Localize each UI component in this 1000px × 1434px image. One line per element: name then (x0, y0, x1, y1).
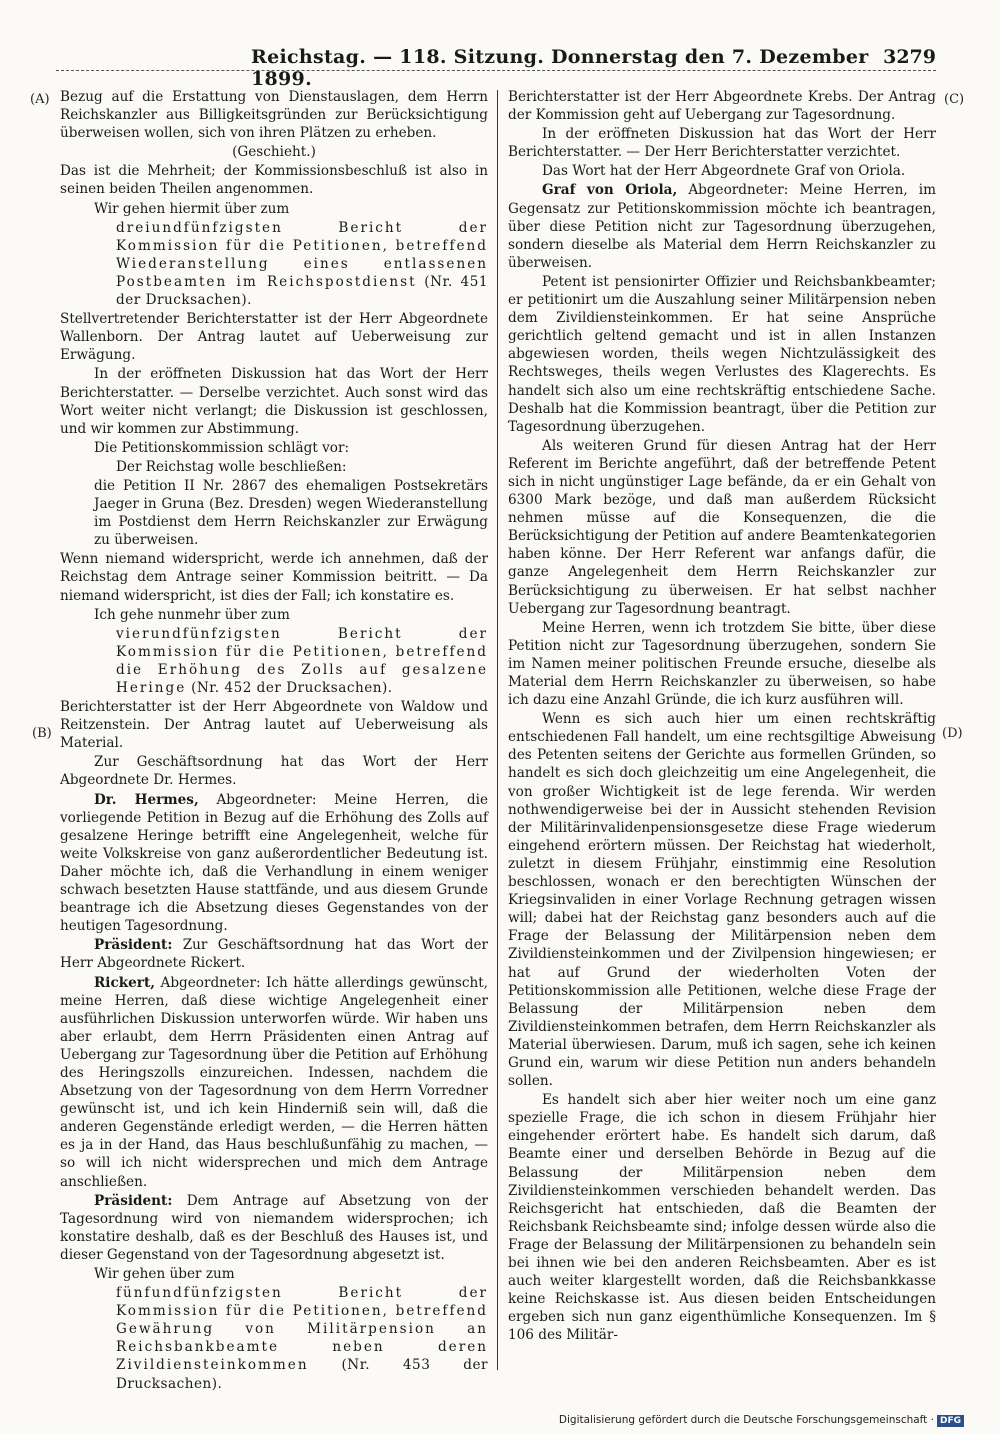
column-divider (497, 90, 498, 1370)
paragraph: die Petition II Nr. 2867 des ehemaligen Postsekretärs Jaeger in Gruna (Bez. Dresden) wegen Wiederanstellung im Postdienst dem Herrn Reichskanzler zur Erwägung zu überweisen. (94, 477, 488, 549)
paragraph: Als weiteren Grund für diesen Antrag hat der Herr Referent im Berichte angeführt, daß der betreffende Petent sich in nicht ungünstiger Lage befände, da er ein Gehalt von 6300 Mark bezöge, und daß man außerdem Rücksicht nehmen müsse auf die Konsequenzen, die die Berücksichtigung der Petition auf andere Beamtenkategorien haben könne. Der Herr Referent war anfangs dafür, die ganze Angelegenheit dem Herrn Reichskanzler zur Berücksichtigung zu überweisen. Er hat selbst nachher Uebergang zur Tagesordnung beantragt. (508, 437, 936, 617)
speech-text: Dem Antrage auf Absetzung von der Tagesordnung wird von niemandem widersprochen; ich konstatire deshalb, daß es der Beschluß des Hauses ist, und dieser Gegenstand von der Tagesordnung abgesetzt ist. (60, 1192, 488, 1263)
paragraph: In der eröffneten Diskussion hat das Wort der Herr Berichterstatter. — Der Herr Berichterstatter verzichtet. (508, 126, 936, 161)
paragraph: (Geschieht.) (232, 144, 316, 161)
speaker-name: Dr. Hermes, (94, 791, 199, 808)
speaker-name: Präsident: (94, 1192, 173, 1209)
margin-mark-d: (D) (942, 726, 963, 741)
margin-mark-b: (B) (32, 726, 52, 741)
margin-mark-c: (C) (944, 92, 965, 107)
speech (60, 936, 488, 972)
agenda-ref: (Nr. 451 der Drucksachen). (116, 273, 488, 309)
running-title: Reichstag. — 118. Sitzung. Donnerstag den 7. Dezember 1899. (251, 46, 869, 90)
speech (60, 791, 488, 936)
speaker-name: Rickert, (94, 974, 155, 991)
paragraph: Wir gehen hiermit über zum (94, 200, 290, 217)
paragraph: Das Wort hat der Herr Abgeordnete Graf von Oriola. (542, 163, 906, 180)
speech (508, 181, 936, 271)
paragraph: Meine Herren, wenn ich trotzdem Sie bitte, über diese Petition nicht zur Tagesordnung überzugehen, sondern Sie im Namen meiner politischen Freunde ersuche, dieselbe als Material dem Herrn Reichskanzler zu überweisen, so habe ich dazu eine Anzahl Gründe, die ich kurz ausführen will. (508, 619, 936, 709)
paragraph: Petent ist pensionirter Offizier und Reichsbankbeamter; er petitionirt um die Auszahlung seiner Militärpension neben dem Zivildiensteinkommen. Er hat seine Ansprüche gerichtlich geltend gemacht und ist in allen Instanzen abgewiesen worden, theils wegen Nichtzulässigkeit des Rechtsweges, theils wegen Verlustes des Klagerechts. Es handelt sich also um eine rechtskräftig entschiedene Sache. Deshalb hat die Kommission beantragt, über die Petition zur Tagesordnung überzugehen. (508, 273, 936, 435)
speech-text: Abgeordneter: Ich hätte allerdings gewünscht, meine Herren, daß diese wichtige Angelegenheit einer ausführlichen Diskussion unterworfen würde. Wir haben uns aber erlaubt, dem Herrn Präsidenten einen Antrag auf Uebergang zur Tagesordnung über die Petition auf Erhöhung des Heringszolls einzureichen. Indessen, nachdem die Absetzung von der Tagesordnung von dem Herrn Vorredner gewünscht ist, und ich kein Hinderniß sein will, daß die anderen Gegenstände erledigt werden, — die Herren hätten es ja in der Hand, das Haus beschlußunfähig zu machen, — so will ich nicht widersprechen und mich dem Antrage anschließen. (60, 974, 488, 1190)
page-number: 3279 (883, 46, 936, 68)
header-rule (56, 70, 936, 71)
speech (60, 1192, 488, 1264)
speech-text: Abgeordneter: Meine Herren, im Gegensatz zur Petitionskommission möchte ich beantragen, über diese Petition nicht zur Tagesordnung überzugehen, sondern dieselbe als Material dem Herrn Reichskanzler zu überweisen. (508, 182, 937, 271)
paragraph: Wenn niemand widerspricht, werde ich annehmen, daß der Reichstag dem Antrage seiner Kommission beitritt. — Da niemand widerspricht, ist dies der Fall; ich konstatire es. (60, 551, 488, 604)
agenda-ref: (Nr. 453 der Drucksachen). (116, 1357, 488, 1392)
paragraph: Die Petitionskommission schlägt vor: (94, 439, 350, 456)
speaker-name: Graf von Oriola, (542, 182, 678, 199)
dfg-logo: DFG (937, 1415, 964, 1427)
paragraph: Ich gehe nunmehr über zum (94, 606, 290, 623)
paragraph: Der Reichstag wolle beschließen: (116, 458, 347, 475)
speech (60, 974, 488, 1191)
paragraph: Stellvertretender Berichterstatter ist der Herr Abgeordnete Wallenborn. Der Antrag lautet auf Ueberweisung zur Erwägung. (60, 311, 488, 364)
agenda-title: dreiundfünfzigsten Bericht der Kommission für die Petitionen, betreffend Wiederanstellung eines entlassenen Postbeamten im Reichspostdienst (116, 219, 488, 290)
speaker-name: Präsident: (94, 937, 173, 954)
agenda-ref: (Nr. 452 der Drucksachen). (186, 680, 393, 696)
agenda-item (116, 219, 488, 309)
agenda-item (116, 1284, 488, 1393)
paragraph: Es handelt sich aber hier weiter noch um eine ganz spezielle Frage, die ich schon in diesem Frühjahr hier eingehender erörtert habe. Es handelt sich darum, daß Beamte einer und derselben Behörde in Bezug auf die Belassung der Militärpension neben dem Zivildiensteinkommen verschieden behandelt werden. Das Reichsgericht hat entschieden, daß die Beamten der Reichsbank Reichsbeamte sind; infolge dessen würde also die Frage der Belassung der Militärpensionen zu behandeln sein bei ihnen wie bei den anderen Reichsbeamten. Aber es ist auch weiter klargestellt worden, daß die Reichsbankkasse keine Reichskasse ist. Aus diesen beiden Entscheidungen ergeben sich nun ganz eigenthümliche Konsequenzen. Im § 106 des Militär- (508, 1092, 936, 1344)
agenda-title: vierundfünfzigsten Bericht der Kommission für die Petitionen, betreffend die Erhöhung des Zolls auf gesalzene Heringe (116, 625, 488, 696)
margin-mark-a: (A) (30, 92, 50, 107)
paragraph: Berichterstatter ist der Herr Abgeordnete Krebs. Der Antrag der Kommission geht auf Uebergang zur Tagesordnung. (508, 89, 936, 124)
right-column (508, 88, 936, 1378)
paragraph: In der eröffneten Diskussion hat das Wort der Herr Berichterstatter. — Derselbe verzichtet. Auch sonst wird das Wort weiter nicht verlangt; die Diskussion ist geschlossen, und wir kommen zur Abstimmung. (60, 366, 488, 437)
left-column (60, 88, 488, 1392)
paragraph: Bezug auf die Erstattung von Dienstauslagen, dem Herrn Reichskanzler aus Billigkeitsgründen zur Berücksichtigung überweisen wollen, sich von ihren Plätzen zu erheben. (60, 89, 488, 142)
digitization-credit (559, 1414, 964, 1427)
speech-text: Abgeordneter: Meine Herren, die vorliegende Petition in Bezug auf die Erhöhung des Zolls auf gesalzene Heringe betrifft eine Angelegenheit, welche für weite Volkskreise von ganz außerordentlicher Bedeutung ist. Daher möchte ich, daß die Verhandlung in einem weniger schwach besetzten Hause stattfände, und aus diesem Grunde beantrage ich die Absetzung dieses Gegenstandes von der heutigen Tagesordnung. (60, 791, 488, 935)
page-header (56, 42, 936, 90)
paragraph: Das ist die Mehrheit; der Kommissionsbeschluß ist also in seinen beiden Theilen angenommen. (60, 163, 488, 198)
paragraph: Berichterstatter ist der Herr Abgeordnete von Waldow und Reitzenstein. Der Antrag lautet auf Ueberweisung als Material. (60, 699, 488, 752)
credit-text: Digitalisierung gefördert durch die Deutsche Forschungsgemeinschaft · (558, 1414, 934, 1426)
speech-text: Zur Geschäftsordnung hat das Wort der Herr Abgeordnete Rickert. (60, 937, 488, 972)
paragraph: Zur Geschäftsordnung hat das Wort der Herr Abgeordnete Dr. Hermes. (60, 754, 488, 789)
agenda-item (116, 625, 488, 697)
paragraph: Wir gehen über zum (94, 1266, 235, 1282)
paragraph: Wenn es sich auch hier um einen rechtskräftig entschiedenen Fall handelt, um eine rechtsgiltige Abweisung des Petenten seitens der Gerichte aus formellen Gründen, so handelt es sich doch gleichzeitig um eine Angelegenheit, die von großer Wichtigkeit ist de lege ferenda. Wir werden nothwendigerweise bei der in Aussicht stehenden Revision der Militärinvalidenpensionsgesetze diese Frage wiederum eingehend erörtern müssen. Der Reichstag hat wiederholt, zuletzt in diesem Frühjahr, einstimmig eine Resolution beschlossen, wonach er den berechtigten Wünschen der Kriegsinvaliden in einer Vorlage Rechnung getragen wissen will; dabei hat der Reichstag ganz besonders auch auf die Frage der Belassung der Militärpension neben dem Zivildiensteinkommen und der Zivilpension hingewiesen; er hat auf Grund der wiederholten Voten der Petitionskommission alle Petitionen, welche diese Frage der Belassung der Militärpension neben dem Zivildiensteinkommen betrafen, dem Herrn Reichskanzler als Material überwiesen. Darum, muß ich sagen, sehe ich keinen Grund ein, warum wir diese Petition nun anders behandeln sollen. (508, 711, 936, 1090)
agenda-title: fünfundfünfzigsten Bericht der Kommission für die Petitionen, betreffend Gewährung von Militärpension an Reichsbankbeamte neben deren Zivildiensteinkommen (116, 1285, 488, 1374)
